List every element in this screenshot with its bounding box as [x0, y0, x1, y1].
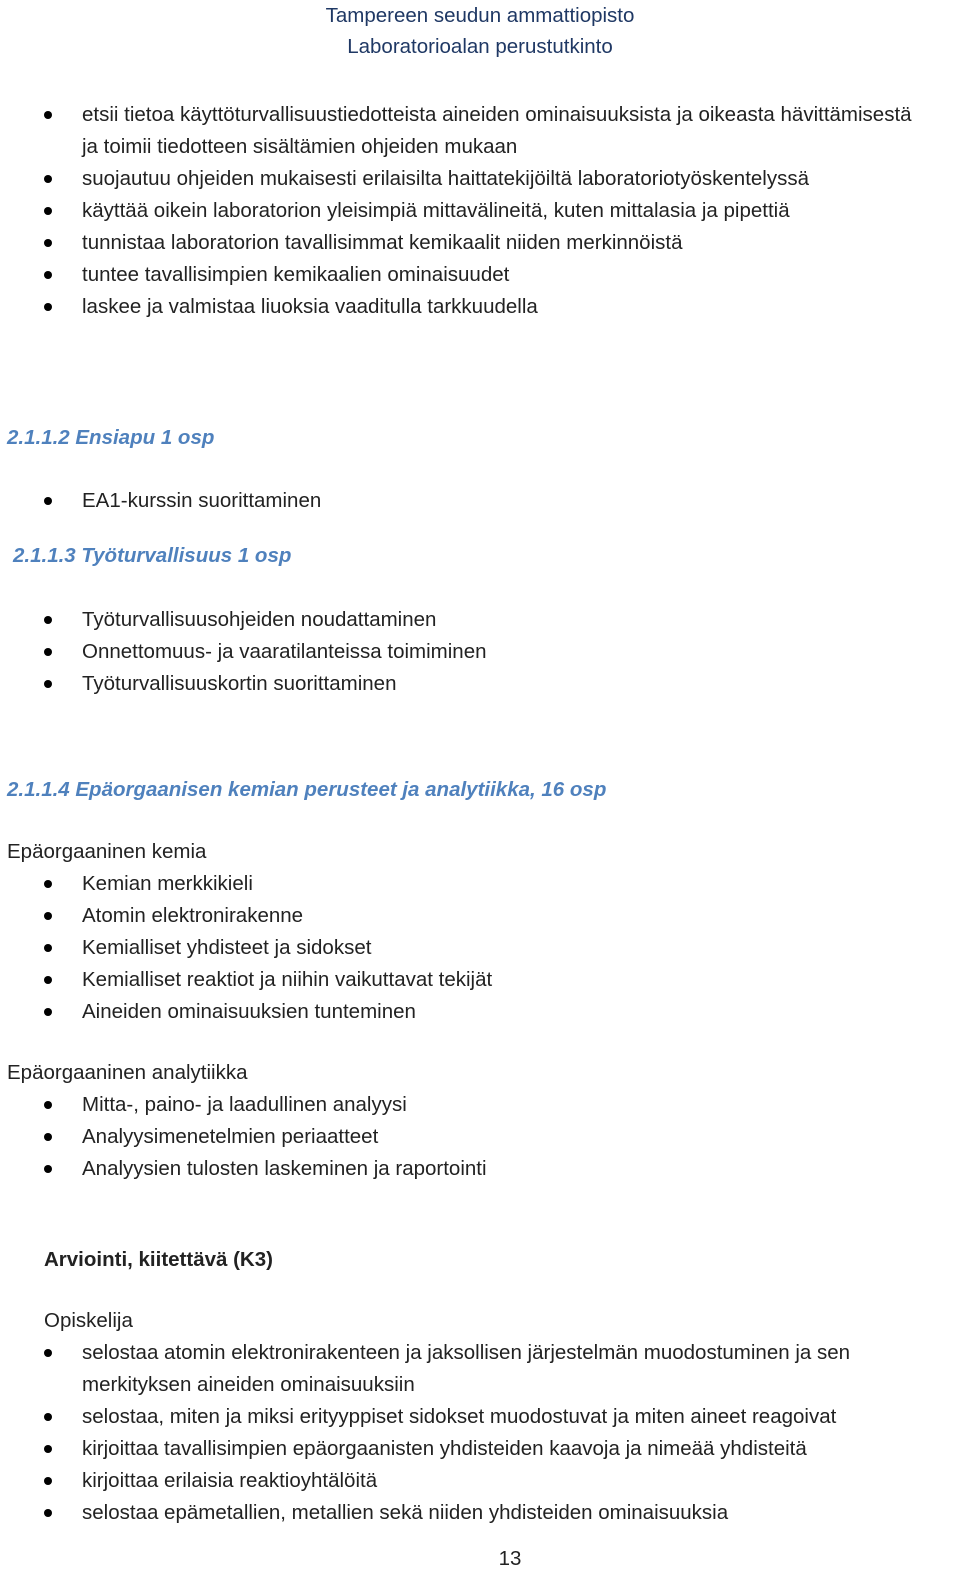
list-item: selostaa, miten ja miksi erityyppiset sidokset muodostuvat ja miten aineet reagoivat: [0, 1401, 960, 1433]
subsection-title-kemia: Epäorgaaninen kemia: [7, 840, 207, 863]
list-item: Työturvallisuusohjeiden noudattaminen: [0, 604, 960, 636]
list-item: laskee ja valmistaa liuoksia vaaditulla tarkkuudella: [0, 291, 960, 323]
list-item: Kemialliset yhdisteet ja sidokset: [0, 932, 960, 964]
section-heading-epaorgaaninen: 2.1.1.4 Epäorgaanisen kemian perusteet ja analytiikka, 16 osp: [7, 778, 607, 801]
bullet-icon: [44, 497, 52, 505]
bullet-icon: [44, 1165, 52, 1173]
bullet-icon: [44, 1509, 52, 1517]
bullet-icon: [44, 1477, 52, 1485]
list-item: Kemialliset reaktiot ja niihin vaikuttavat tekijät: [0, 964, 960, 996]
assessment-list: [0, 1337, 960, 1529]
bullet-icon: [44, 976, 52, 984]
bullet-icon: [44, 239, 52, 247]
bullet-icon: [44, 111, 52, 119]
list-item: kirjoittaa tavallisimpien epäorgaanisten yhdisteiden kaavoja ja nimeää yhdisteitä: [0, 1433, 960, 1465]
list-item: Mitta-, paino- ja laadullinen analyysi: [0, 1089, 960, 1121]
page-number: 13: [498, 1547, 522, 1570]
list-item: tunnistaa laboratorion tavallisimmat kemikaalit niiden merkinnöistä: [0, 227, 960, 259]
list-item: Analyysien tulosten laskeminen ja raportointi: [0, 1153, 960, 1185]
bullet-icon: [44, 648, 52, 656]
bullet-icon: [44, 1008, 52, 1016]
header-school-name: Tampereen seudun ammattiopisto: [325, 4, 635, 27]
bullet-icon: [44, 1445, 52, 1453]
bullet-icon: [44, 1413, 52, 1421]
section-heading-ensiapu: 2.1.1.2 Ensiapu 1 osp: [7, 426, 215, 449]
list-item: Onnettomuus- ja vaaratilanteissa toimiminen: [0, 636, 960, 668]
list-item: Kemian merkkikieli: [0, 868, 960, 900]
bullet-icon: [44, 1349, 52, 1357]
analytiikka-list: [0, 1089, 960, 1185]
list-item: kirjoittaa erilaisia reaktioyhtälöitä: [0, 1465, 960, 1497]
bullet-icon: [44, 680, 52, 688]
list-item: käyttää oikein laboratorion yleisimpiä mittavälineitä, kuten mittalasia ja pipettiä: [0, 195, 960, 227]
list-item: suojautuu ohjeiden mukaisesti erilaisilta haittatekijöiltä laboratoriotyöskentelyssä: [0, 163, 960, 195]
bullet-icon: [44, 207, 52, 215]
list-item: Atomin elektronirakenne: [0, 900, 960, 932]
list-item: selostaa atomin elektronirakenteen ja jaksollisen järjestelmän muodostuminen ja sen merkityksen aineiden ominaisuuksiin: [0, 1337, 950, 1401]
section-heading-tyoturvallisuus: 2.1.1.3 Työturvallisuus 1 osp: [13, 544, 292, 567]
list-item: etsii tietoa käyttöturvallisuustiedotteista aineiden ominaisuuksista ja oikeasta hävittämisestä ja toimii tiedotteen sisältämien ohjeiden mukaan: [0, 99, 912, 163]
list-item: Työturvallisuuskortin suorittaminen: [0, 668, 960, 700]
ensiapu-list: [0, 485, 960, 517]
list-item: selostaa epämetallien, metallien sekä niiden yhdisteiden ominaisuuksia: [0, 1497, 960, 1529]
tyoturvallisuus-list: [0, 604, 960, 700]
bullet-icon: [44, 944, 52, 952]
kemia-list: [0, 868, 960, 1028]
subsection-title-analytiikka: Epäorgaaninen analytiikka: [7, 1061, 248, 1084]
bullet-icon: [44, 880, 52, 888]
bullet-icon: [44, 271, 52, 279]
list-item: Aineiden ominaisuuksien tunteminen: [0, 996, 960, 1028]
bullet-icon: [44, 175, 52, 183]
assessment-heading: Arviointi, kiitettävä (K3): [44, 1248, 273, 1271]
bullet-icon: [44, 303, 52, 311]
list-item: EA1-kurssin suorittaminen: [0, 485, 960, 517]
bullet-icon: [44, 912, 52, 920]
header-degree-name: Laboratorioalan perustutkinto: [347, 35, 613, 58]
assessment-subject: Opiskelija: [44, 1309, 133, 1332]
bullet-icon: [44, 1101, 52, 1109]
bullet-icon: [44, 1133, 52, 1141]
top-criteria-list: [0, 99, 960, 323]
page-header: [0, 0, 960, 62]
list-item: tuntee tavallisimpien kemikaalien ominaisuudet: [0, 259, 960, 291]
bullet-icon: [44, 616, 52, 624]
list-item: Analyysimenetelmien periaatteet: [0, 1121, 960, 1153]
